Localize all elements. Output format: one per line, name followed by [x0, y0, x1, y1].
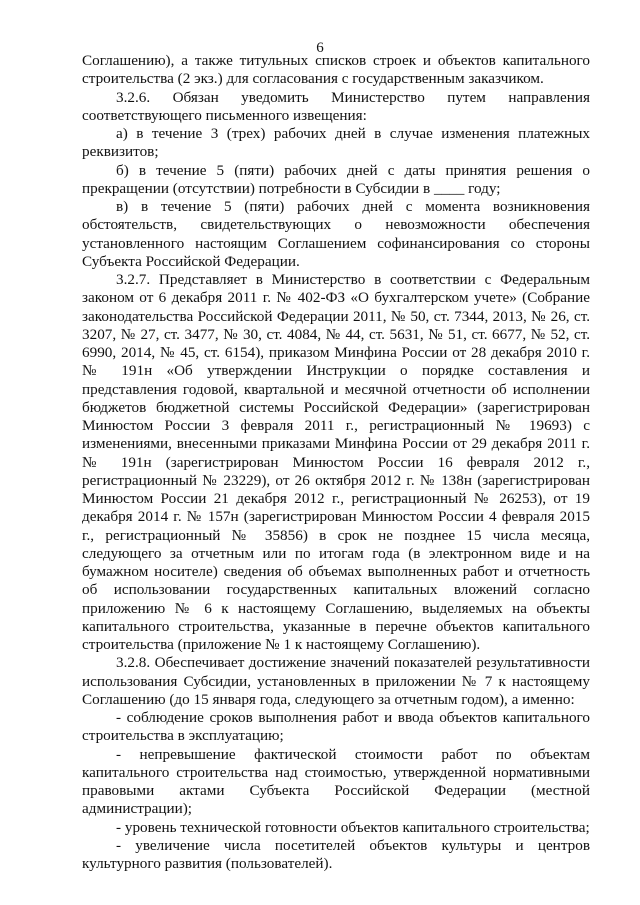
paragraph-continuation: Соглашению), а также титульных списков строек и объектов капитального строительства (2 экз.) для согласования с государственным заказчиком. — [82, 52, 590, 88]
paragraph-3-2-8: 3.2.8. Обеспечивает достижение значений показателей результативности использования Субсидии, установленных в приложении № 7 к настоящему Соглашению (до 15 января года, следующего за отчетным годом), а именно: — [82, 654, 590, 708]
bullet-deadlines: - соблюдение сроков выполнения работ и ввода объектов капитального строительства в эксплуатацию; — [82, 709, 590, 745]
page-number: 6 — [316, 40, 324, 56]
bullet-visitors: - увеличение числа посетителей объектов культуры и центров культурного развития (пользователей). — [82, 836, 590, 872]
list-item-b: б) в течение 5 (пяти) рабочих дней с даты принятия решения о прекращении (отсутствии) потребности в Субсидии в ____ году; — [82, 161, 590, 197]
list-item-v: в) в течение 5 (пяти) рабочих дней с момента возникновения обстоятельств, свидетельствующих о невозможности обеспечения установленного настоящим Соглашением софинансирования со стороны Субъекта Российской Федерации. — [82, 198, 590, 270]
document-body — [82, 52, 590, 873]
list-item-a: а) в течение 3 (трех) рабочих дней в случае изменения платежных реквизитов; — [82, 125, 590, 161]
bullet-readiness: - уровень технической готовности объектов капитального строительства; — [116, 818, 590, 836]
paragraph-3-2-6: 3.2.6. Обязан уведомить Министерство путем направления соответствующего письменного извещения: — [82, 88, 590, 124]
bullet-cost: - непревышение фактической стоимости работ по объектам капитального строительства над стоимостью, утвержденной нормативными правовыми актами Субъекта Российской Федерации (местной администрации); — [82, 745, 590, 818]
paragraph-3-2-7: 3.2.7. Представляет в Министерство в соответствии с Федеральным законом от 6 декабря 2011 г. № 402-ФЗ «О бухгалтерском учете» (Собрание законодательства Российской Федерации 2011, № 50, ст. 7344, 2013, № 26, ст. 3207, № 27, ст. 3477, № 30, ст. 4084, № 44, ст. 5631, № 51, ст. 6677, № 52, ст. 6990, 2014, № 45, ст. 6154), приказом Минфина России от 28 декабря 2010 г. № 191н «Об утверждении Инструкции о порядке составления и представления годовой, квартальной и месячной отчетности об исполнении бюджетов бюджетной системы Российской Федерации» (зарегистрирован Минюстом России 3 февраля 2011 г., регистрационный № 19693) с изменениями, внесенными приказами Минфина России от 29 декабря 2011 г. № 191н (зарегистрирован Минюстом России 16 февраля 2012 г., регистрационный № 23229), от 26 октября 2012 г. № 138н (зарегистрирован Минюстом России 21 декабря 2012 г., регистрационный № 26253), от 19 декабря 2014 г. № 157н (зарегистрирован Минюстом России 4 февраля 2015 г., регистрационный № 35856) в срок не позднее 15 числа месяца, следующего за отчетным или по итогам года (в электронном виде и на бумажном носителе) сведения об объемах выполненных работ и отчетность об использовании государственных капитальных вложений согласно приложению № 6 к настоящему Соглашению, выделяемых на объекты капитального строительства, указанные в перечне объектов капитального строительства (приложение № 1 к настоящему Соглашению). — [82, 271, 590, 653]
